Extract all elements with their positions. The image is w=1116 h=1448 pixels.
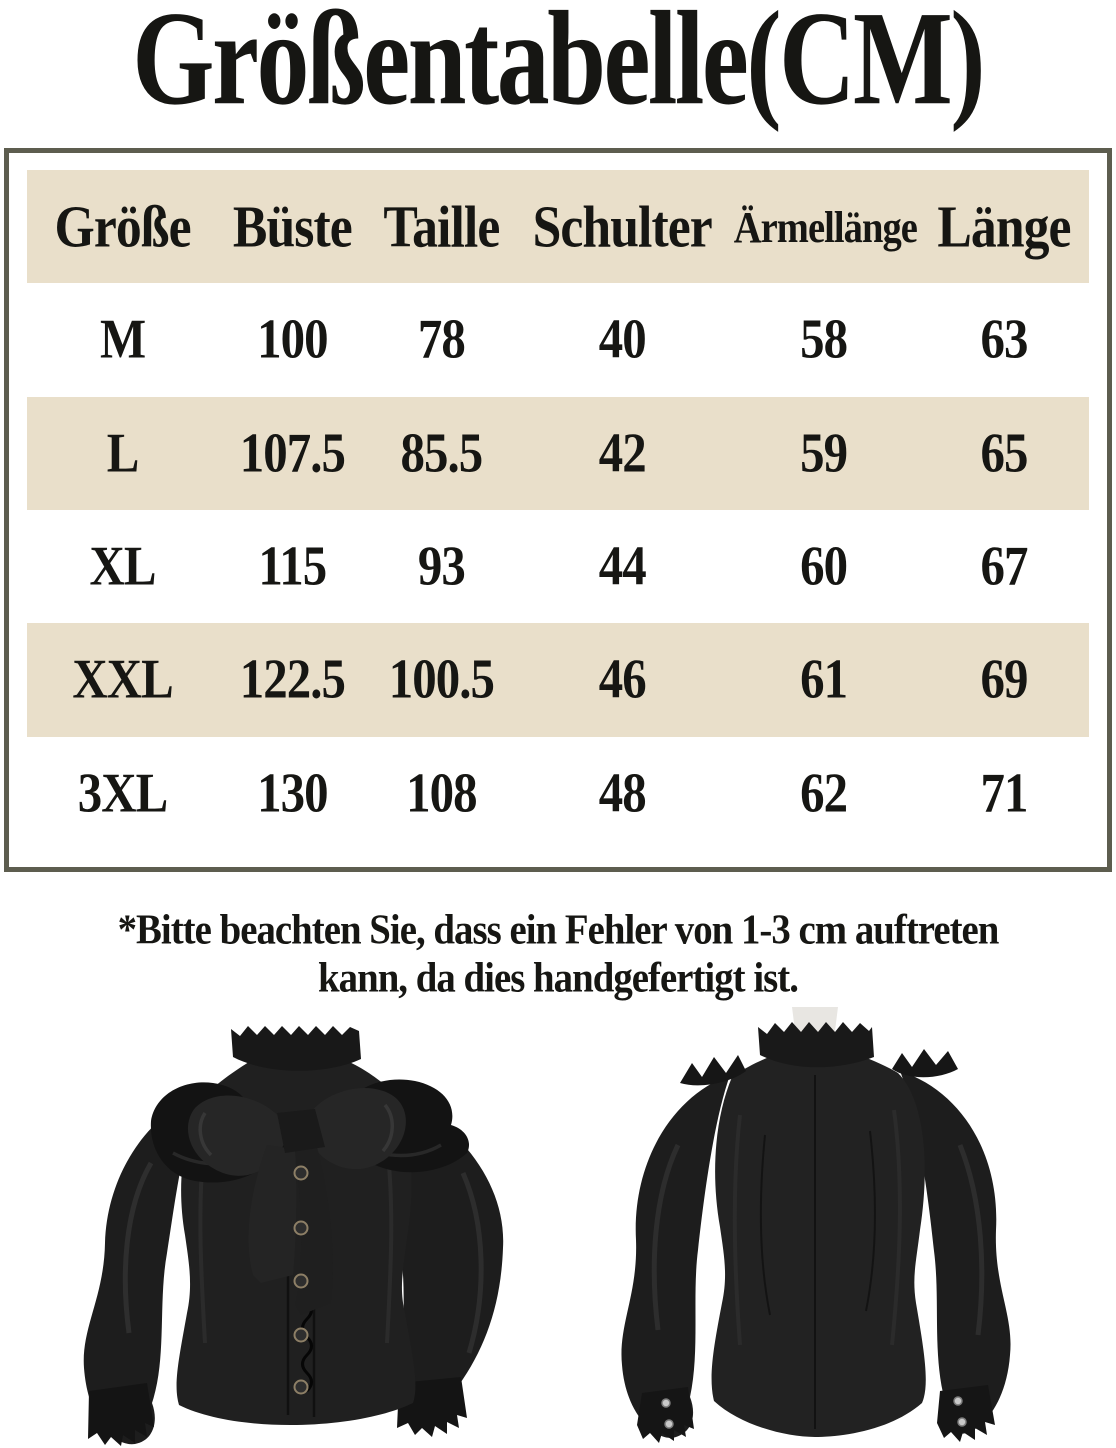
size-cell: XXL: [72, 649, 173, 711]
measurement-cell: 59: [799, 422, 847, 485]
measurement-cell: 46: [598, 649, 646, 711]
back-left-cuff: [637, 1387, 694, 1443]
table-row-xl: [27, 510, 1089, 623]
note-line-2: kann, da dies handgefertigt ist.: [318, 953, 798, 1002]
measurement-cell: 40: [598, 309, 646, 371]
measurement-cell: 63: [980, 309, 1028, 371]
size-cell: XL: [89, 535, 156, 598]
size-cell: M: [99, 309, 146, 371]
measurement-cell: 130: [257, 762, 328, 825]
size-cell: L: [106, 422, 139, 485]
table-header-row: [27, 170, 1089, 283]
measurement-cell: 108: [405, 762, 477, 825]
measurement-cell: 115: [258, 535, 327, 598]
measurement-cell: 60: [799, 535, 847, 598]
table-row-3xl: [27, 737, 1089, 850]
table-row-l: [27, 397, 1089, 510]
cuff-button: [954, 1397, 962, 1405]
cuff-button: [958, 1418, 966, 1426]
blouse-back-illustration: [621, 1007, 1010, 1443]
header-cell-size: Größe: [54, 193, 191, 260]
table-row-xxl: [27, 623, 1089, 736]
measurement-cell: 71: [980, 762, 1028, 825]
front-collar: [231, 1026, 361, 1071]
header-cell-shoulder: Schulter: [532, 193, 712, 260]
size-cell: 3XL: [77, 762, 168, 825]
measurement-cell: 100: [257, 309, 328, 371]
measurement-cell: 107.5: [239, 422, 346, 485]
front-blouse-image: [55, 1013, 525, 1448]
measurement-cell: 93: [417, 535, 465, 598]
measurement-cell: 62: [799, 762, 847, 825]
measurement-cell: 69: [980, 649, 1028, 711]
measurement-cell: 85.5: [400, 422, 483, 485]
back-body: [712, 1051, 926, 1437]
table-row-m: [27, 283, 1089, 396]
back-right-shoulder-ruffle: [892, 1049, 958, 1077]
header-cell-bust: Büste: [233, 193, 352, 260]
measurement-cell: 58: [799, 309, 847, 371]
cuff-button: [662, 1399, 670, 1407]
header-cell-length: Länge: [937, 193, 1071, 260]
measurement-cell: 44: [598, 535, 646, 598]
handmade-note: [0, 906, 1116, 1002]
back-right-cuff: [937, 1385, 995, 1442]
cuff-button: [665, 1420, 673, 1428]
measurement-cell: 42: [598, 422, 646, 485]
size-table: [4, 148, 1112, 872]
blouse-front-illustration: [84, 1026, 503, 1446]
title-section: [0, 0, 1116, 133]
measurement-cell: 65: [980, 422, 1028, 485]
header-cell-waist: Taille: [383, 193, 500, 260]
measurement-cell: 67: [980, 535, 1028, 598]
measurement-cell: 48: [598, 762, 646, 825]
back-blouse-image: [580, 1005, 1105, 1448]
measurement-cell: 100.5: [388, 649, 494, 711]
page-title: Größentabelle(CM): [132, 0, 984, 133]
header-cell-sleeve-length: Ärmellänge: [733, 201, 917, 252]
measurement-cell: 78: [417, 309, 465, 371]
measurement-cell: 122.5: [239, 649, 346, 711]
note-line-1: *Bitte beachten Sie, dass ein Fehler von 1-3 cm auftreten: [117, 905, 999, 954]
measurement-cell: 61: [799, 649, 847, 711]
